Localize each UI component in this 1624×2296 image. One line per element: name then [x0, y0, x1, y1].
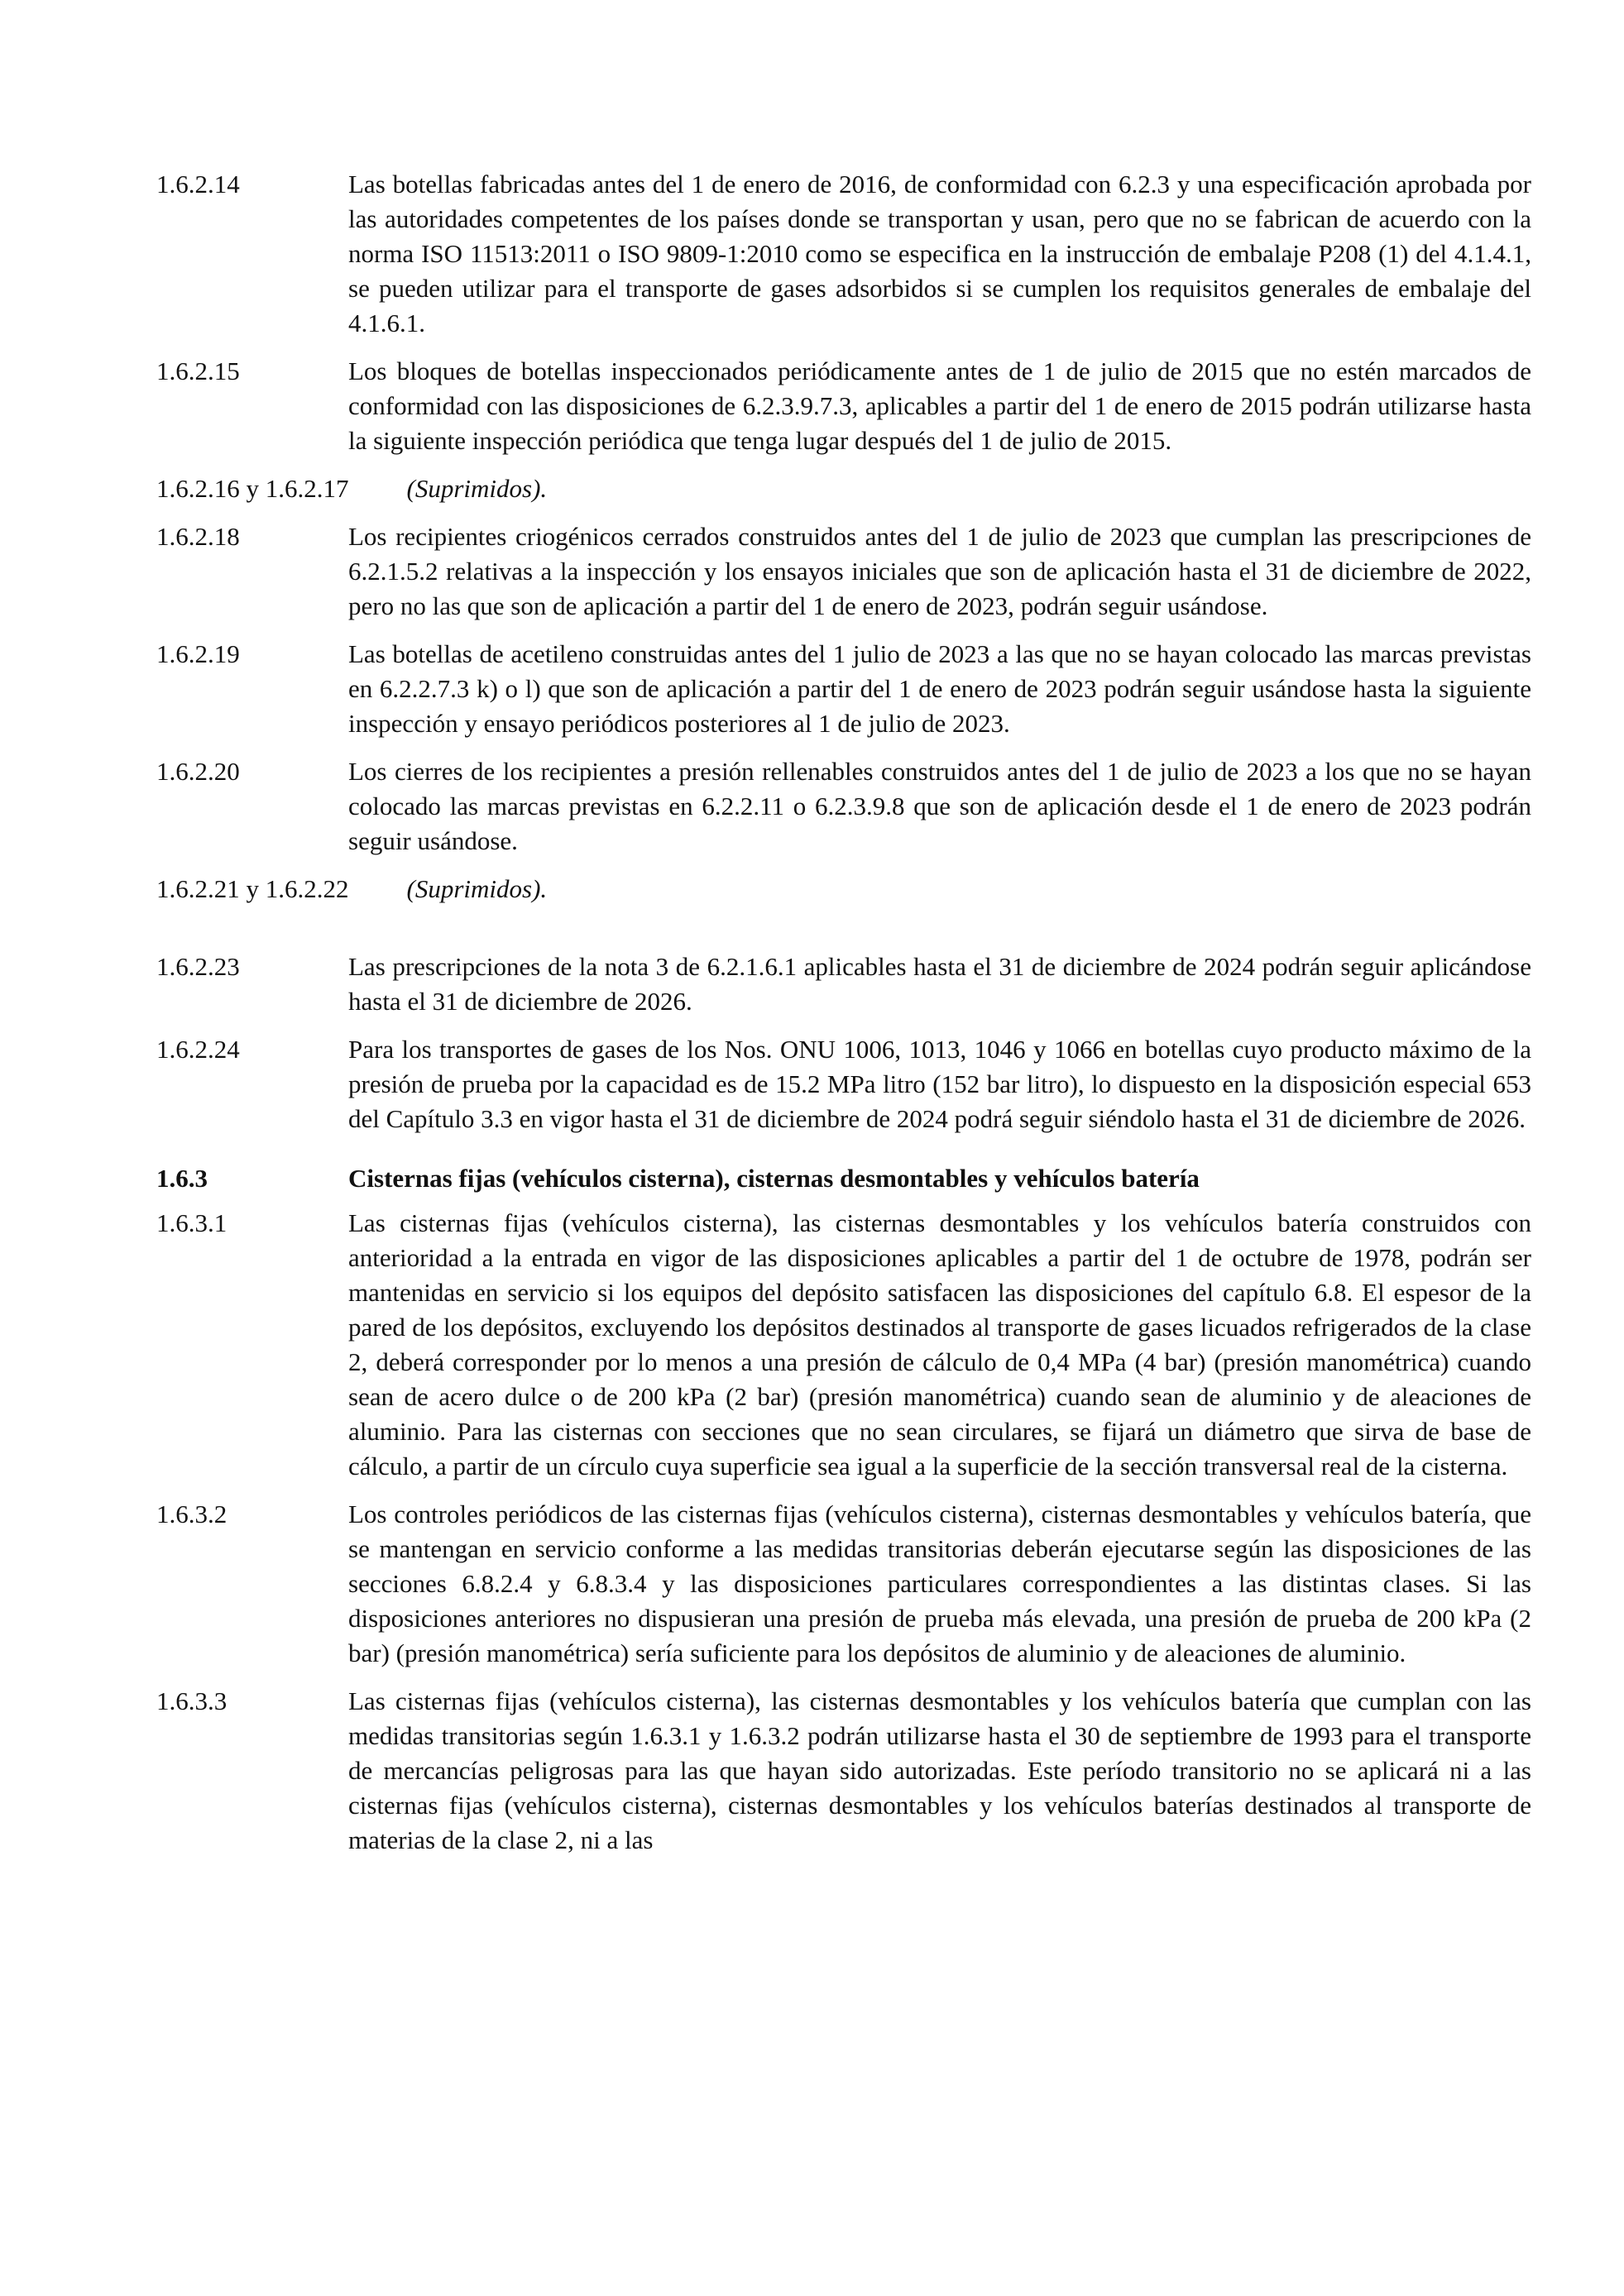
paragraph-text: Las prescripciones de la nota 3 de 6.2.1.6.1 aplicables hasta el 31 de diciembre de 2024 podrán seguir aplicándose hasta el 31 de diciembre de 2026. [348, 952, 1531, 1016]
paragraph-text: Los controles periódicos de las cisternas fijas (vehículos cisterna), cisternas desmontables y vehículos batería, que se mantengan en servicio conforme a las medidas transitorias deberán ejecutarse según las disposiciones de las secciones 6.8.2.4 y 6.8.3.4 y las disposiciones particulares correspondientes a las distintas clases. Si las disposiciones anteriores no dispusieran una presión de prueba más elevada, una presión de prueba de 200 kPa (2 bar) (presión manométrica) sería suficiente para los depósitos de aluminio y de aleaciones de aluminio. [348, 1500, 1531, 1667]
paragraph-1-6-2-20 [156, 754, 1531, 859]
paragraph-text: Las botellas de acetileno construidas antes del 1 julio de 2023 a las que no se hayan colocado las marcas previstas en 6.2.2.7.3 k) o l) que son de aplicación a partir del 1 de enero de 2023 podrán seguir usándose hasta la siguiente inspección y ensayo periódicos posteriores al 1 de julio de 2023. [348, 639, 1531, 738]
paragraph-text: Las cisternas fijas (vehículos cisterna), las cisternas desmontables y los vehículos batería construidos con anterioridad a la entrada en vigor de las disposiciones aplicables a partir del 1 de octubre de 1978, podrán ser mantenidas en servicio si los equipos del depósito satisfacen las disposiciones del capítulo 6.8. El espesor de la pared de los depósitos, excluyendo los depósitos destinados al transporte de gases licuados refrigerados de la clase 2, deberá corresponder por lo menos a una presión de cálculo de 0,4 MPa (4 bar) (presión manométrica) cuando sean de acero dulce o de 200 kPa (2 bar) (presión manométrica) cuando sean de aluminio y de aleaciones de aluminio. Para las cisternas con secciones que no sean circulares, se fijará un diámetro que sirva de base de cálculo, a partir de un círculo cuya superficie sea igual a la superficie de la sección transversal real de la cisterna. [348, 1208, 1531, 1480]
paragraph-number: 1.6.2.16 y 1.6.2.17 [156, 474, 349, 503]
section-heading-1-6-3 [156, 1161, 1531, 1196]
paragraph-1-6-2-16-17 [156, 471, 1531, 506]
paragraph-text: Las cisternas fijas (vehículos cisterna), las cisternas desmontables y los vehículos batería que cumplan con las medidas transitorias según 1.6.3.1 y 1.6.3.2 podrán utilizarse hasta el 30 de septiembre de 1993 para el transporte de mercancías peligrosas para las que hayan sido autorizadas. Este período transitorio no se aplicará ni a las cisternas fijas (vehículos cisterna), cisternas desmontables y los vehículos baterías destinados al transporte de materias de la clase 2, ni a las [348, 1686, 1531, 1854]
paragraph-number: 1.6.3.3 [156, 1686, 228, 1715]
paragraph-1-6-3-1 [156, 1206, 1531, 1484]
paragraph-number: 1.6.2.15 [156, 356, 240, 385]
paragraph-1-6-3-2 [156, 1497, 1531, 1671]
paragraph-1-6-2-18 [156, 519, 1531, 624]
paragraph-1-6-3-3 [156, 1684, 1531, 1858]
paragraph-number: 1.6.2.23 [156, 952, 240, 981]
section-title: Cisternas fijas (vehículos cisterna), cisternas desmontables y vehículos batería [348, 1164, 1200, 1193]
paragraph-number: 1.6.2.18 [156, 522, 240, 551]
paragraph-number: 1.6.2.24 [156, 1035, 240, 1064]
paragraph-number: 1.6.3.1 [156, 1208, 228, 1237]
paragraph-number: 1.6.3.2 [156, 1500, 228, 1528]
paragraph-1-6-2-21-22 [156, 872, 1531, 906]
paragraph-text: Los cierres de los recipientes a presión rellenables construidos antes del 1 de julio de 2023 a los que no se hayan colocado las marcas previstas en 6.2.2.11 o 6.2.3.9.8 que son de aplicación desde el 1 de enero de 2023 podrán seguir usándose. [348, 757, 1531, 855]
paragraph-number: 1.6.2.21 y 1.6.2.22 [156, 874, 349, 903]
paragraph-text: Para los transportes de gases de los Nos. ONU 1006, 1013, 1046 y 1066 en botellas cuyo producto máximo de la presión de prueba por la capacidad es de 15.2 MPa litro (152 bar litro), lo dispuesto en la disposición especial 653 del Capítulo 3.3 en vigor hasta el 31 de diciembre de 2024 podrá seguir siéndolo hasta el 31 de diciembre de 2026. [348, 1035, 1531, 1133]
section-number: 1.6.3 [156, 1164, 208, 1193]
paragraph-text: Los recipientes criogénicos cerrados construidos antes del 1 de julio de 2023 que cumplan las prescripciones de 6.2.1.5.2 relativas a la inspección y los ensayos iniciales que son de aplicación hasta el 31 de diciembre de 2022, pero no las que son de aplicación a partir del 1 de enero de 2023, podrán seguir usándose. [348, 522, 1531, 620]
paragraph-1-6-2-24 [156, 1032, 1531, 1136]
paragraph-number: 1.6.2.14 [156, 170, 240, 199]
paragraph-1-6-2-14 [156, 167, 1531, 341]
paragraph-number: 1.6.2.19 [156, 639, 240, 668]
paragraph-number: 1.6.2.20 [156, 757, 240, 786]
paragraph-1-6-2-19 [156, 637, 1531, 741]
document-body [156, 167, 1531, 1871]
paragraph-text: Los bloques de botellas inspeccionados periódicamente antes de 1 de julio de 2015 que no estén marcados de conformidad con las disposiciones de 6.2.3.9.7.3, aplicables a partir del 1 de enero de 2015 podrán utilizarse hasta la siguiente inspección periódica que tenga lugar después del 1 de julio de 2015. [348, 356, 1531, 455]
paragraph-text: (Suprimidos). [406, 474, 548, 503]
paragraph-text: Las botellas fabricadas antes del 1 de enero de 2016, de conformidad con 6.2.3 y una especificación aprobada por las autoridades competentes de los países donde se transportan y usan, pero que no se fabrican de acuerdo con la norma ISO 11513:2011 o ISO 9809-1:2010 como se especifica en la instrucción de embalaje P208 (1) del 4.1.4.1, se pueden utilizar para el transporte de gases adsorbidos si se cumplen los requisitos generales de embalaje del 4.1.6.1. [348, 170, 1531, 337]
paragraph-1-6-2-15 [156, 354, 1531, 458]
paragraph-1-6-2-23 [156, 949, 1531, 1019]
paragraph-text: (Suprimidos). [406, 874, 548, 903]
